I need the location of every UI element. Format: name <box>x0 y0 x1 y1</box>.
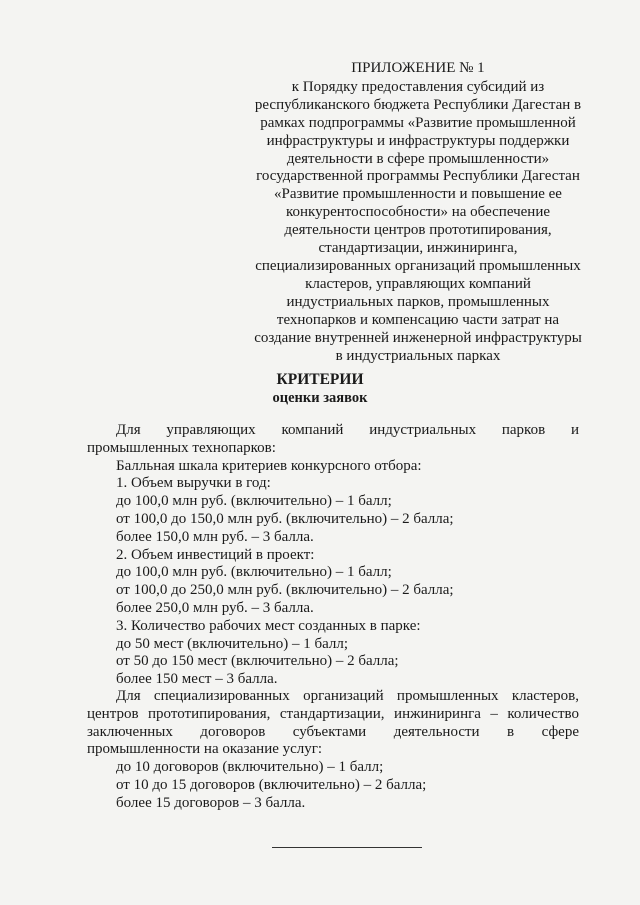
appendix-line: в индустриальных парках <box>335 347 501 364</box>
clusters-intro-line: Для специализированных организаций промышленных кластеров, <box>116 688 579 704</box>
appendix-line: инфраструктуры и инфраструктуры поддержки <box>266 132 570 149</box>
criterion-title: 3. Количество рабочих мест созданных в парке: <box>116 617 421 634</box>
criterion-item: до 50 мест (включительно) – 1 балл; <box>116 635 349 652</box>
appendix-line: специализированных организаций промышленных <box>255 257 581 274</box>
criterion-item: от 50 до 150 мест (включительно) – 2 балла; <box>116 653 399 670</box>
appendix-line: создание внутренней инженерной инфраструктуры <box>254 329 582 346</box>
appendix-line: стандартизации, инжиниринга, <box>318 240 518 257</box>
appendix-line: конкурентоспособности» на обеспечение <box>285 204 551 221</box>
clusters-intro-line: центров прототипирования, стандартизации, инжиниринга – количество <box>87 705 579 722</box>
appendix-line: к Порядку предоставления субсидий из <box>291 78 545 95</box>
appendix-line: республиканского бюджета Республики Дагестан в <box>254 96 582 113</box>
appendix-line: рамках подпрограммы «Развитие промышленной <box>260 114 576 131</box>
criterion-item: до 10 договоров (включительно) – 1 балл; <box>116 759 384 776</box>
criterion-item: от 10 до 15 договоров (включительно) – 2 балла; <box>116 776 427 793</box>
criterion-item: от 100,0 до 250,0 млн руб. (включительно) – 2 балла; <box>116 582 454 599</box>
parks-intro-line: промышленных технопарков: <box>87 439 276 456</box>
criteria-heading <box>0 371 640 407</box>
criterion-title: 2. Объем инвестиций в проект: <box>116 546 315 563</box>
criterion-item: более 15 договоров – 3 балла. <box>116 794 306 811</box>
appendix-line: государственной программы Республики Дагестан <box>256 168 580 185</box>
parks-intro-line: Для управляющих компаний индустриальных парков и <box>116 422 579 438</box>
criterion-item: до 100,0 млн руб. (включительно) – 1 балл; <box>116 493 392 510</box>
appendix-line: кластеров, управляющих компаний <box>305 275 531 292</box>
criterion-item: более 250,0 млн руб. – 3 балла. <box>116 599 314 616</box>
appendix-header <box>248 60 588 365</box>
clusters-intro-line: промышленности на оказание услуг: <box>87 741 323 758</box>
appendix-line: индустриальных парков, промышленных <box>286 293 550 310</box>
clusters-intro-line: заключенных договоров субъектами деятельности в сфере <box>87 723 579 740</box>
criteria-subtitle: оценки заявок <box>272 390 368 406</box>
criterion-title: 1. Объем выручки в год: <box>116 475 271 492</box>
criterion-item: более 150 мест – 3 балла. <box>116 671 278 688</box>
appendix-line: деятельности в сфере промышленности» <box>286 150 550 167</box>
appendix-line: технопарков и компенсацию части затрат на <box>276 311 560 328</box>
appendix-line: «Развитие промышленности и повышение ее <box>274 186 562 203</box>
criteria-parks-section <box>87 422 579 689</box>
criteria-title: КРИТЕРИИ <box>276 371 364 388</box>
criterion-item: более 150,0 млн руб. – 3 балла. <box>116 528 314 545</box>
criterion-item: от 100,0 до 150,0 млн руб. (включительно) – 2 балла; <box>116 510 454 527</box>
criterion-item: до 100,0 млн руб. (включительно) – 1 балл; <box>116 564 392 581</box>
appendix-line: деятельности центров прототипирования, <box>284 222 552 239</box>
scoring-scale-heading: Балльная шкала критериев конкурсного отбора: <box>116 457 422 474</box>
criteria-clusters-section <box>87 688 579 813</box>
appendix-title: ПРИЛОЖЕНИЕ № 1 <box>351 60 485 76</box>
closing-rule <box>272 847 422 848</box>
